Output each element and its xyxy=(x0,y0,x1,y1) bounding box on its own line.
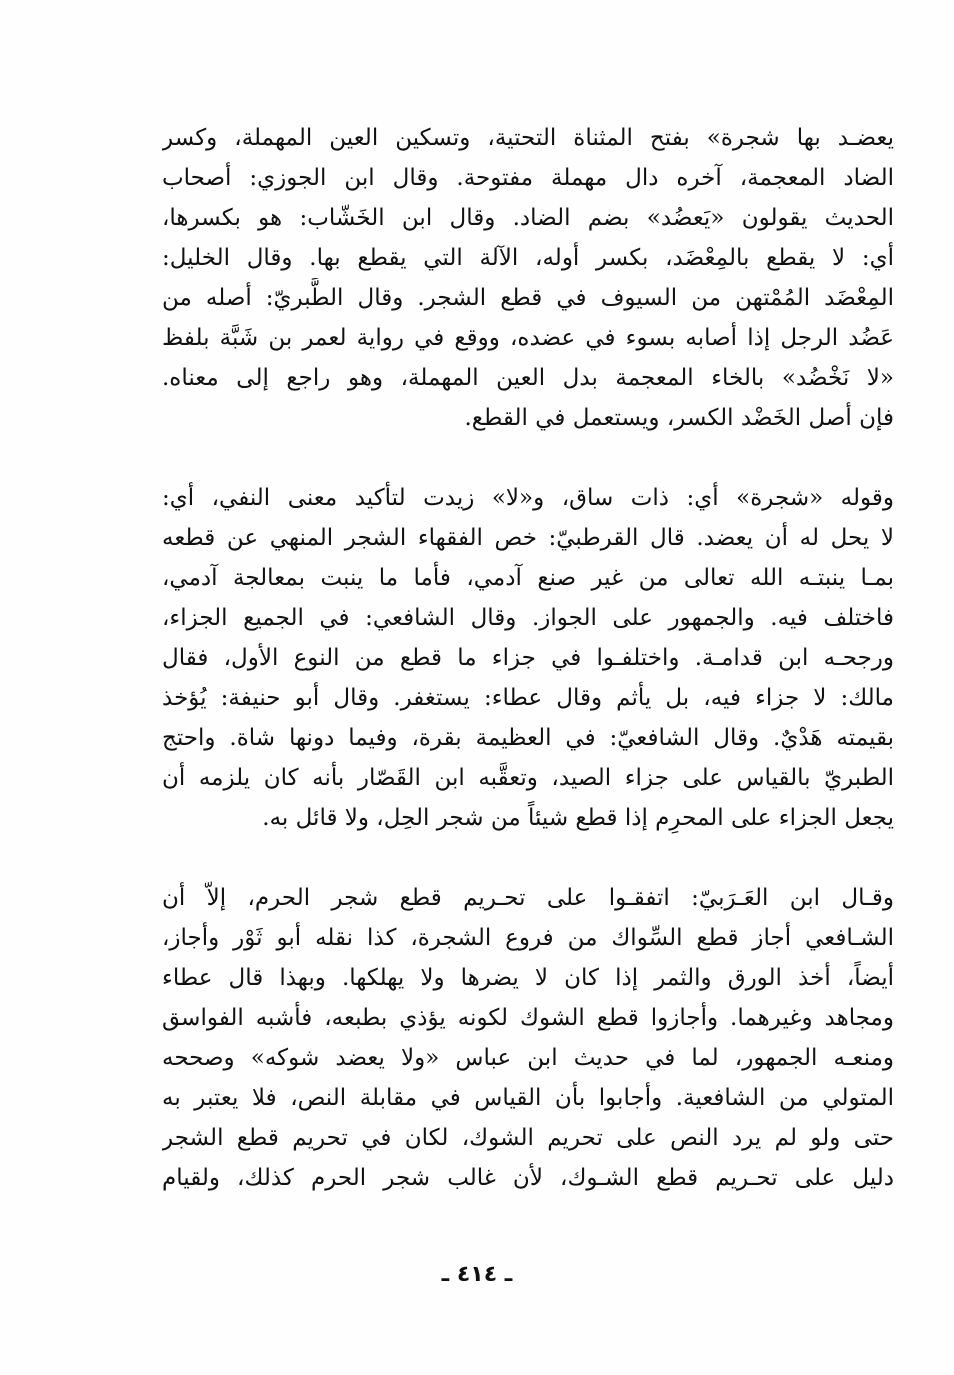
text-line: الضاد المعجمة، آخره دال مهملة مفتوحة. وقال ابن الجوزي: أصحاب xyxy=(162,165,894,191)
text-line: بقيمته هَدْيٌ. وقال الشافعيّ: في العظيمة بقرة، وفيما دونها شاة. واحتج xyxy=(162,725,894,751)
text-line: ورجحـه ابن قدامـة. واختلفـوا في جزاء ما قطع من النوع الأول، فقال xyxy=(162,645,894,671)
text-line: يجعل الجزاء على المحرِم إذا قطع شيئاً من شجر الحِل، ولا قائل به. xyxy=(262,805,894,831)
text-line: أي: لا يقطع بالمِعْضَد، بكسر أوله، الآلة التي يقطع بها. وقال الخليل: xyxy=(162,245,894,271)
text-line: بمـا ينبتـه الله تعالى من غير صنع آدمي، فأما ما ينبت بمعالجة آدمي، xyxy=(162,565,894,591)
text-line: لا يحل له أن يعضد. قال القرطبيّ: خص الفقهاء الشجر المنهي عن قطعه xyxy=(162,525,894,551)
paragraph-3 xyxy=(162,878,894,1198)
paragraph-1 xyxy=(162,118,894,438)
text-line: الطبريّ بالقياس على جزاء الصيد، وتعقَّبه ابن القَصّار بأنه كان يلزمه أن xyxy=(162,765,894,791)
text-line: دليل على تحـريم قطع الشـوك، لأن غالب شجر الحرم كذلك، ولقيام xyxy=(162,1165,894,1191)
text-line: أيضاً، أخذ الورق والثمر إذا كان لا يضرها ولا يهلكها. وبهذا قال عطاء xyxy=(162,965,894,991)
text-line: حتى ولو لم يرد النص على تحريم الشوك، لكان في تحريم قطع الشجر xyxy=(162,1125,894,1151)
text-line: عَضُد الرجل إذا أصابه بسوء في عضده، ووقع في رواية لعمر بن شَبَّة بلفظ xyxy=(162,325,894,351)
paragraph-2 xyxy=(162,478,894,838)
text-line: ومجاهد وغيرهما. وأجازوا قطع الشوك لكونه يؤذي بطبعه، فأشبه الفواسق xyxy=(162,1005,894,1031)
text-line: فاختلف فيه. والجمهور على الجواز. وقال الشافعي: في الجميع الجزاء، xyxy=(162,605,894,631)
text-line: وقـال ابن العَـرَبيّ: اتفقـوا على تحـريم قطع شجر الحرم، إلاّ أن xyxy=(162,885,894,911)
page-number: ـ ٤١٤ ـ xyxy=(441,1262,513,1287)
text-line: ومنعـه الجمهور، لما في حديث ابن عباس «ولا يعضد شوكه» وصححه xyxy=(162,1045,894,1071)
text-line: مالك: لا جزاء فيه، بل يأثم وقال عطاء: يستغفر. وقال أبو حنيفة: يُؤخذ xyxy=(162,685,894,711)
text-line: المتولي من الشافعية. وأجابوا بأن القياس في مقابلة النص، فلا يعتبر به xyxy=(162,1085,894,1111)
text-line: فإن أصل الخَضْد الكسر، ويستعمل في القطع. xyxy=(464,405,894,431)
text-line: الشـافعي أجاز قطع السِّواك من فروع الشجرة، كذا نقله أبو ثَوْر وأجاز، xyxy=(162,925,894,951)
text-line: وقوله «شجرة» أي: ذات ساق، و«لا» زيدت لتأكيد معنى النفي، أي: xyxy=(162,485,894,511)
text-line: المِعْضَد المُمْتهن من السيوف في قطع الشجر. وقال الطَّبريّ: أصله من xyxy=(162,285,894,311)
text-line: الحديث يقولون «يَعضُد» بضم الضاد. وقال ابن الخَشّاب: هو بكسرها، xyxy=(162,205,894,231)
text-line: يعضـد بها شجرة» بفتح المثناة التحتية، وتسكين العين المهملة، وكسر xyxy=(162,125,894,151)
text-line: «لا نَخْضُد» بالخاء المعجمة بدل العين المهملة، وهو راجع إلى معناه. xyxy=(162,365,894,391)
